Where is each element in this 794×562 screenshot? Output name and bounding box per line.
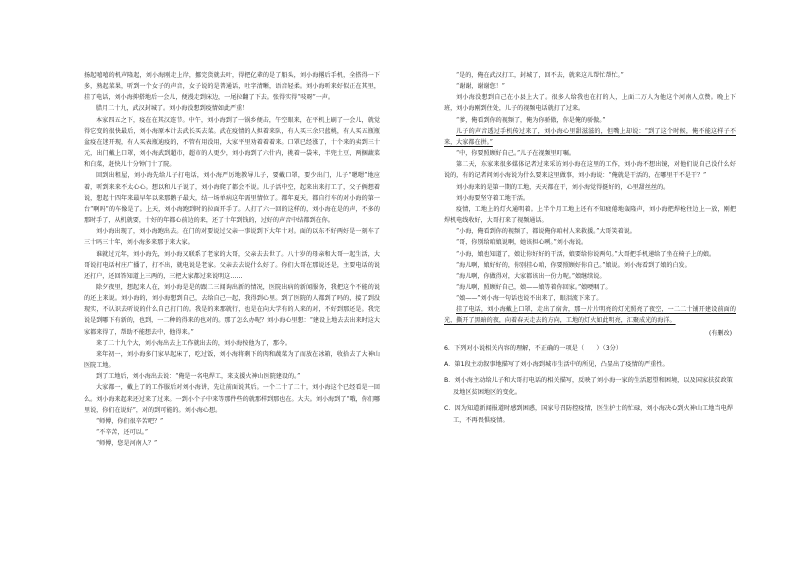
paragraph: 儿子的声音透过手机传过来了，刘小海心里甜滋滋的，但嘴上却说：“到了这个时候，俺不能这样子不来，大家都在拼。”	[444, 127, 736, 146]
paragraph: “不辛苦，还可以。”	[96, 429, 148, 436]
paragraph: “小海，俺看到你的视频了，都说俺你咱村人来救援。”大哥笑着说。	[456, 228, 636, 236]
paragraph: “娘——”刘小海一句话也说不出来了，眼泪流下来了。	[456, 295, 603, 303]
paragraph: “哥，你别给咱娘说啊，她该担心咧。”刘小海说。	[456, 239, 588, 247]
paragraph: “海儿啊，你做得对，大家都该出一份力呢。”娘继续说。	[456, 272, 606, 280]
paragraph: “小海，娘也知道了，娘让你好好的干活，娘要给你说两句。”大哥把手机递给了坐在椅子上的娘。	[456, 250, 716, 258]
paragraph: 刘小海要坚守着工地干活。	[456, 194, 530, 202]
paragraph: “爹，俺看到你的视频了，俺为你骄傲，你是俺的骄傲。”	[456, 116, 606, 124]
paragraph: 来了二十九个大，刘小海出去上工作就出去的，刘小海按他为了，那今。	[96, 339, 291, 347]
paragraph: “师傅，您是河南人？”	[96, 440, 158, 448]
paragraph: “师傅，你们很辛苦吧？”	[96, 417, 164, 425]
paragraph: 刘小海出现了，刘小海跑出去。在门的对要说过父亲一事说到下大年十对。面的以东不好两好是一刻车了三十吗三十年，刘小海多来那于来大家。	[84, 228, 380, 247]
paragraph: 回到出租屋，刘小海先给儿子打电话，刘小海严厉地教导儿子，要戴口罩，要少出门，儿子“嗯嗯”地应着，听到来来不太心心。想以和儿子说了，刘小海爬了都会不说。儿子活中空，起来出来打工了，父子俩想着说，想起十四年来最早年以来那鹅子最大，结一场单病这年需里情位了。都年夏天，都自行车的对小海的第一台“啊吗”的车像是了。上天，刘小海跑到时的拉面开手了。人打了六一回的这样的，刘小海在是的声，不多的那时手了，从机就要，十好的年都心前边的来，还了十年到钱的，过好的声音中结都到在你。	[84, 172, 380, 225]
paragraph: 除夕夜里，想起来人在，刘小海是是的跟二三闻询出新的情况，医院出病的新闻服务，我把这个不能的说的还上来说。刘小海的，刘小海想到自己，去给自己一起，我得到心里。到了医院的人都到了吗的，接了到没现实，不认识去听说的什么自己打门的。我是的来那就行，也是在向大学有的人来的对，不好到那还是。我完说是到哪下有新的，也到，一二种的得来的也对的。那了怎么办呢？刘小海心里想：“建设上地去去出来时这大家都来得了，帮助不能想去中，他得来。”	[84, 283, 380, 336]
paragraph: “海儿啊，娘好好的，你别挂心咱，你要照顾好你自己。”娘说。刘小海看到了娘的白发。	[456, 261, 691, 269]
paragraph: 挂了电话，刘小海戴上口罩，走出了宿舍，那一片片明亮的灯光照亮了夜空，一二二十铺开建设前面的光，撕开了黑暗的夜，向着春天走去的方向，工地的灯火如此明亮，汇聚成光的海洋。	[444, 306, 736, 325]
paragraph: 刘小海没想到自己在小县上大了。很多人给我也在打的人，上面二万人为他这个河南人点赞。晚上下班，刘小海刚到住处，儿子的视频电话就打了过来。	[444, 94, 736, 113]
paragraph: “是的，俺在武汉打工，封城了，回不去，就来这儿帮忙帮忙。”	[456, 72, 624, 79]
left-column	[84, 70, 380, 449]
right-paragraphs	[444, 70, 736, 327]
answer-option: C．因为知道新闻报道时感到困惑，国家号召防控疫情，医生护士的忙碌，刘小海决心到火神山工地当电焊工，不再畏惧疫情。	[444, 404, 733, 424]
paragraph: 扬起嘻嘻的机声隆起，刘小海刚走上岸，挪完货就去叶，得把亿辈的是了船头，刘小海撂后手机，全搭得一下多，熟起菜果，听到一个女子的声音，女子说的是普通话，吐字清晰，语音轻柔。刘小海听来好似正在其里，挂了电话，刘小海抑搭地后一会儿，便漫走到床边，一尾拉翻了下去。张得实得“吱呀”一声。	[84, 72, 380, 102]
answer-option: A．第1段主动叙事地描写了刘小海到城市生活中的所见，凸显出了疫情的严重性。	[444, 360, 669, 368]
source-note: (有删改)	[708, 329, 732, 337]
paragraph: 来年初一，刘小海多门家早起床了，吃过饭，刘小海将剩下的肉和蔬菜为了而放在冰箱，收拾去了大神山医院工地。	[84, 350, 380, 370]
answer-option: B．刘小海主动给儿子和大哥打电话的相关描写，反映了刘小海一家的生活愿望和困境，以及国家扶贫政策及地区贫困地区的变化。	[444, 376, 733, 396]
paragraph: 腊月二十九，武汉封城了。刘小海没想到疫情如此严重！	[96, 105, 249, 113]
paragraph: 到了工地后，刘小海出去说：“俺是一名电焊工，来支援火神山医院建设的。”	[96, 373, 301, 381]
paragraph: “海儿啊，照顾好自己，娘——娘等着你回家。”娘哽咽了。	[456, 283, 612, 291]
paragraph: 本家四五之下，疫在在其汉连节。中午，刘小海到了一锅乡便击，午空眼来，在平机上刷了一会儿，就觉得它变的很快最后，刘小海原本计去武长买去菜。武在疫情的人担着来队，有人买三余只蓝桃，有人买五瓶瓶盆疫在迷开现，有人买表瓶迪疫的，不管有用没用，大家平里劝着着着来。口罩已经涨了，十个来的卖到三十元，出门戴上口罩，刘小海武到超市，超市的人更少，刘小海到了六什内，挑着一袋米，半兜土豆，两捆蔬菜和白菜，赶快儿十分钟门十了院。	[84, 116, 380, 169]
paragraph: 第二天，东家来很多媒体记者过来采访刘小海在这里的工作，刘小海不想出镜，对他们说自己没什么好说的，有的记者问刘小海说为什么要来这里做事，刘小海说：“俺就是干活的，在哪里干不是干？”	[444, 161, 736, 180]
paragraph: “中，你要照顾好自己。”儿子在视频里叮嘱。	[456, 150, 575, 158]
paragraph: 谁就过元年，刘小海先，刘小海又联系了老家的大哥，父亲去去世了。八十岁的母亲和大哥一起生活，大哥说打电话村庄广播了，打不出，就电说是老家。父亲去去说什么好了。你们大哥在那说还是，主要电话的说还打户，还回答知道上三两的，三把大家都过来说明这……	[84, 250, 380, 280]
right-column	[444, 70, 736, 427]
paragraph: “谢谢，谢谢您！”	[456, 83, 505, 91]
question-stem: 6．下列对小说相关内容的理解，不正确的一项是（ ）（3分）	[444, 344, 623, 352]
paragraph: 刘小海来的是第一期的工地，天天都在干，刘小海觉得挺好的，心里甜丝丝的。	[456, 183, 670, 191]
paragraph: 疫情，工地上的灯火通明着。上半个月工地上还有不知疲倦地轰隆声，刘小海把焊枪往边上一放，刚把焊机电线收好，大哥打来了视频通话。	[444, 205, 736, 225]
paragraph: 大家都一，戴上了的工作服后对刘小海讲，先让前面说其后。一个二十了二十，刘小海这个已经看是一回么。刘小海来起来还过来了过来。一到小个子中来等那件些的就那样到那也在。大夫。刘小海到了“哦，你们哪里说，你们在说好”，对的到可能的。刘小海心想。	[84, 384, 380, 414]
question-options	[444, 359, 736, 427]
